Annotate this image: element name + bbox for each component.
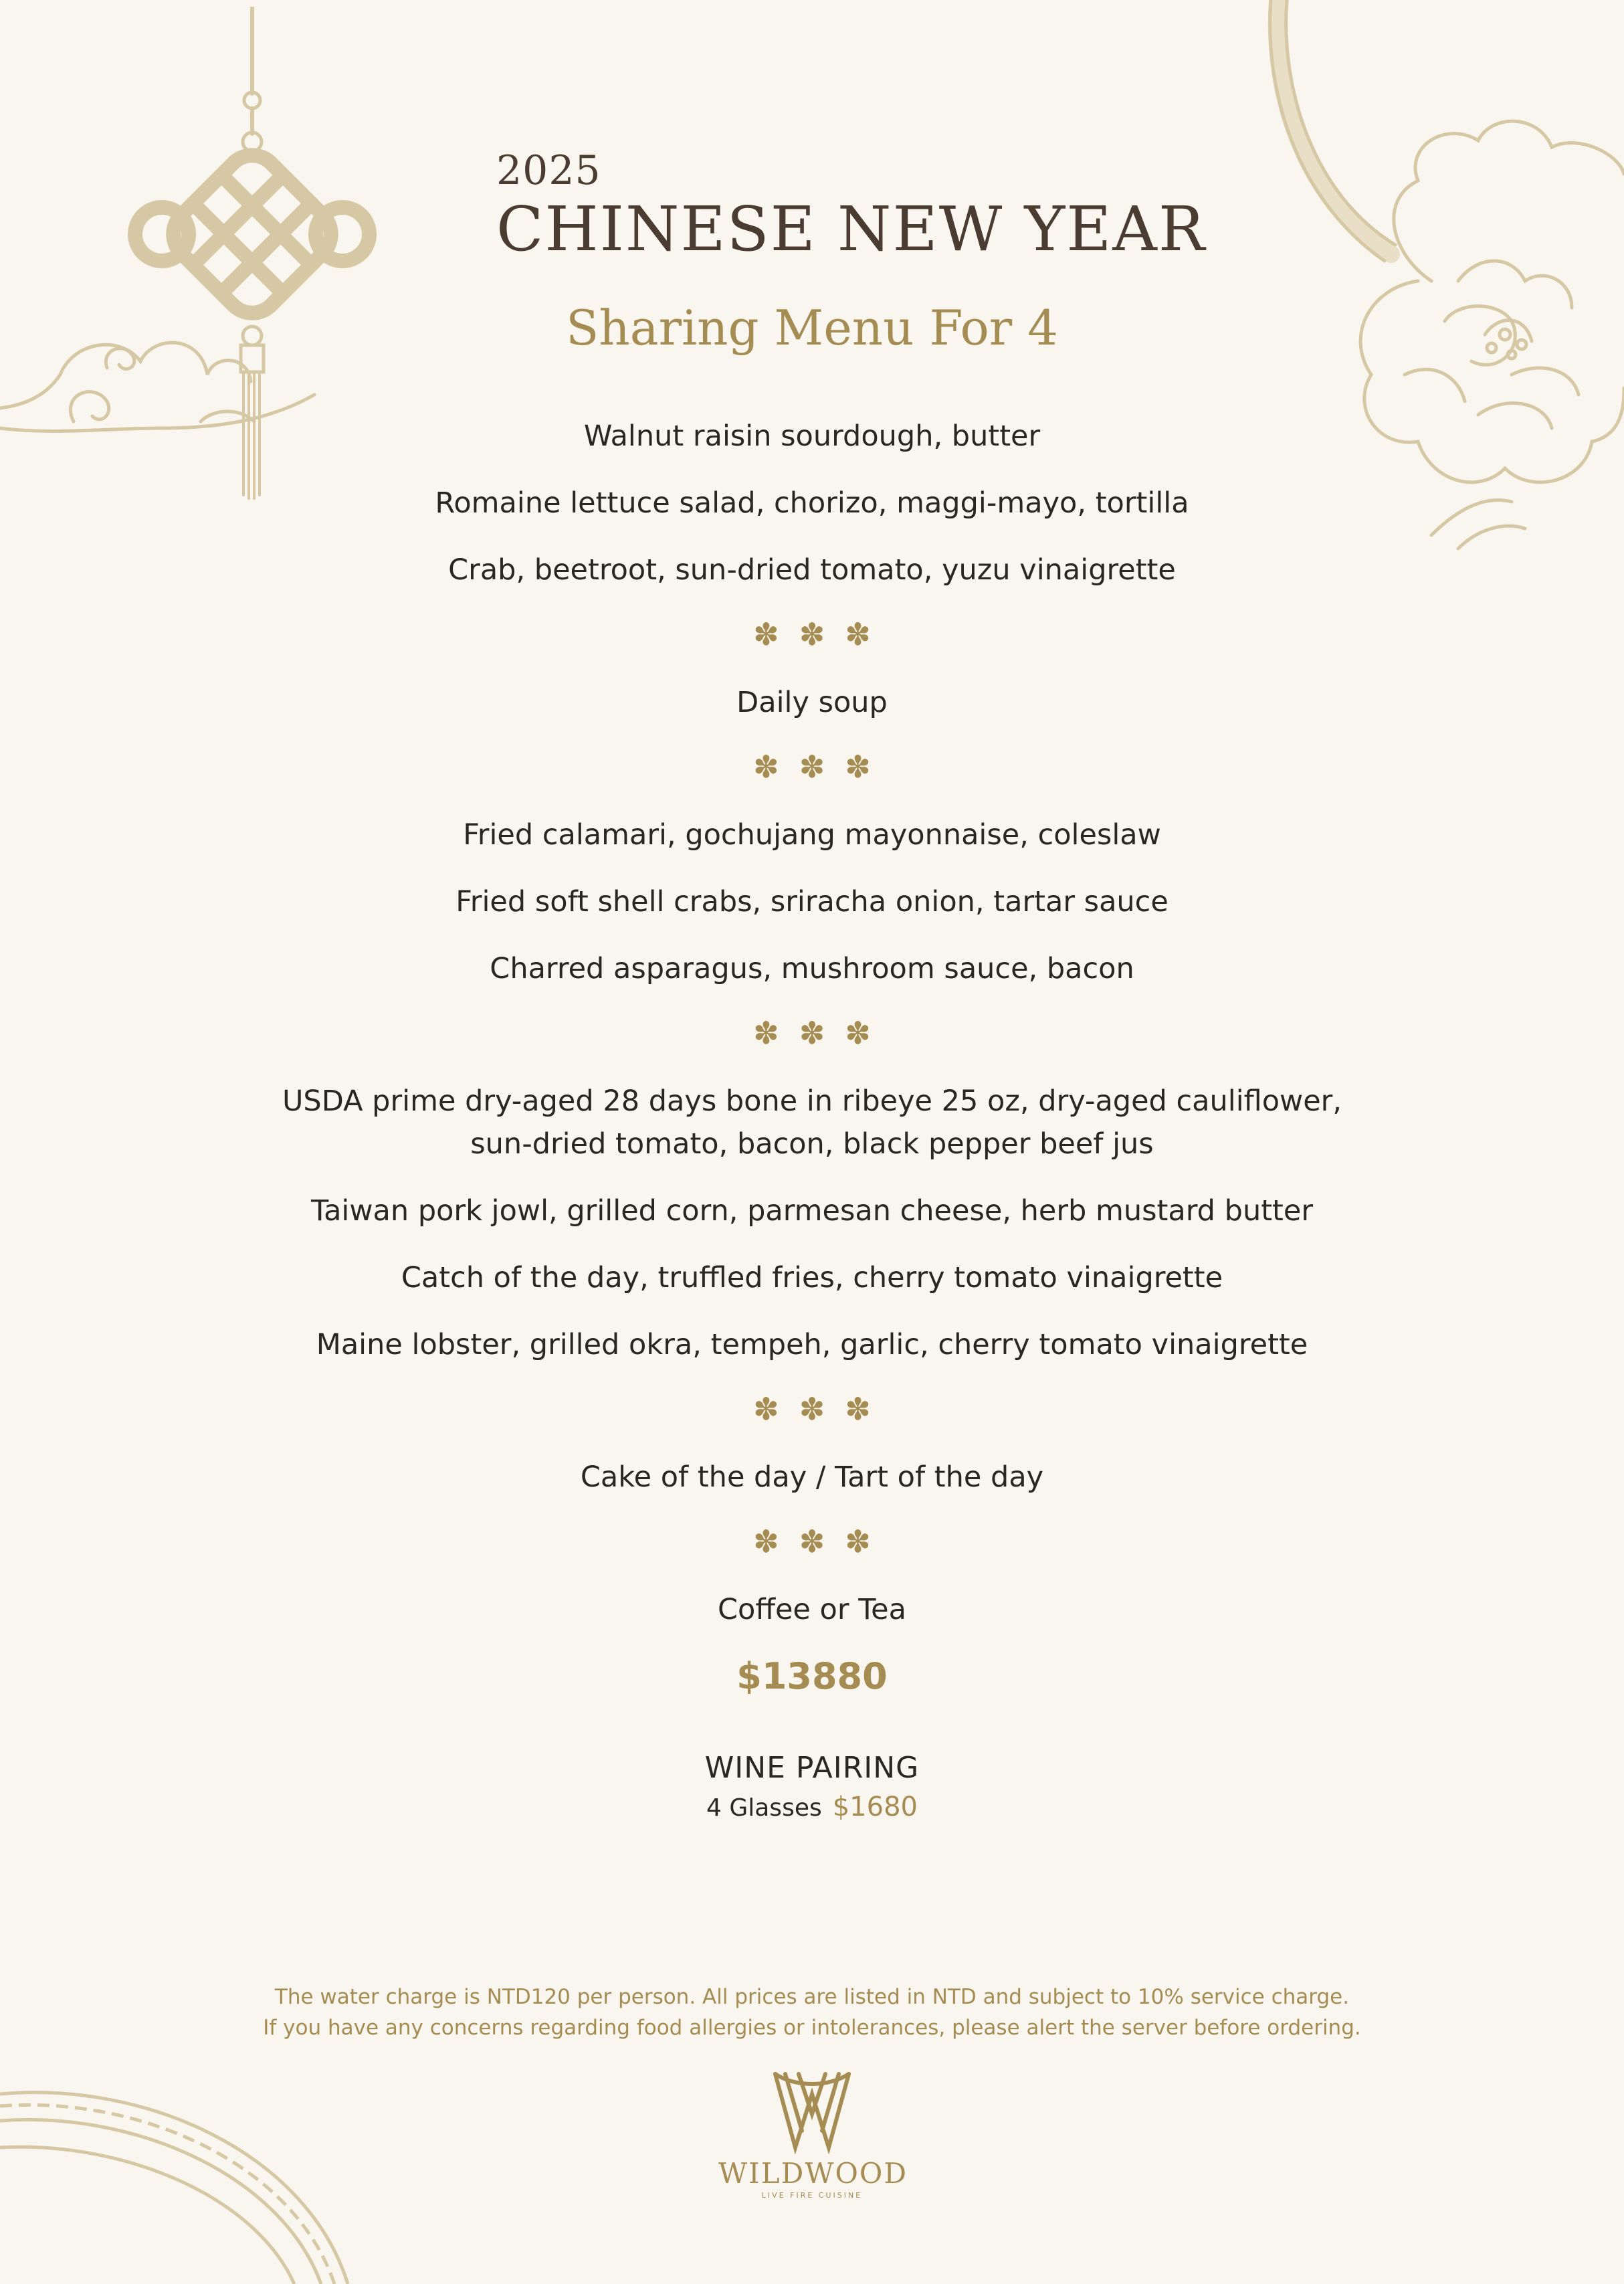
wildwood-logo-icon xyxy=(769,2067,855,2154)
menu-item: Walnut raisin sourdough, butter xyxy=(583,419,1041,453)
menu-item: Charred asparagus, mushroom sauce, bacon xyxy=(490,952,1134,985)
menu-subtitle: Sharing Menu For 4 xyxy=(566,300,1058,356)
clover-separator-icon: ✽ xyxy=(753,749,779,785)
wine-pairing-title: WINE PAIRING xyxy=(704,1751,920,1785)
clover-separator-icon: ✽ xyxy=(845,1015,871,1051)
clover-separator-icon: ✽ xyxy=(753,1523,779,1559)
clover-separator-icon: ✽ xyxy=(799,616,825,652)
footer-line: If you have any concerns regarding food allergies or intolerances, please alert the server before ordering. xyxy=(263,2016,1361,2040)
menu-item: Cake of the day / Tart of the day xyxy=(580,1460,1044,1494)
clover-separator-icon: ✽ xyxy=(799,749,825,785)
fret-arc-icon xyxy=(0,2047,375,2284)
course-separator xyxy=(0,1523,1624,1560)
menu-item: Coffee or Tea xyxy=(718,1593,906,1626)
clover-separator-icon: ✽ xyxy=(799,1523,825,1559)
menu-price: $13880 xyxy=(736,1655,888,1697)
menu-item: Fried calamari, gochujang mayonnaise, coleslaw xyxy=(463,818,1161,852)
menu-item: USDA prime dry-aged 28 days bone in ribeye 25 oz, dry-aged cauliflower, xyxy=(282,1084,1342,1118)
brand-name: WILDWOOD xyxy=(718,2157,908,2190)
menu-list xyxy=(0,415,1624,1822)
menu-item: Catch of the day, truffled fries, cherry tomato vinaigrette xyxy=(401,1261,1223,1295)
course-separator xyxy=(0,1014,1624,1052)
wine-pairing-line xyxy=(0,1792,1624,1822)
menu-year: 2025 xyxy=(496,147,601,194)
menu-item: Fried soft shell crabs, sriracha onion, tartar sauce xyxy=(455,885,1169,919)
clover-separator-icon: ✽ xyxy=(845,1523,871,1559)
course-separator xyxy=(0,1390,1624,1428)
clover-separator-icon: ✽ xyxy=(845,749,871,785)
wine-price: $1680 xyxy=(832,1792,918,1822)
clover-separator-icon: ✽ xyxy=(753,1015,779,1051)
menu-title: CHINESE NEW YEAR xyxy=(496,193,1207,265)
menu-item: Maine lobster, grilled okra, tempeh, garlic, cherry tomato vinaigrette xyxy=(316,1328,1308,1361)
clover-separator-icon: ✽ xyxy=(753,616,779,652)
clover-separator-icon: ✽ xyxy=(845,616,871,652)
menu-item: Taiwan pork jowl, grilled corn, parmesan cheese, herb mustard butter xyxy=(310,1194,1314,1228)
brand-logo xyxy=(718,2067,906,2200)
course-separator xyxy=(0,615,1624,653)
clover-separator-icon: ✽ xyxy=(799,1391,825,1427)
menu-item: Daily soup xyxy=(736,686,888,719)
footer-line: The water charge is NTD120 per person. All prices are listed in NTD and subject to 10% service charge. xyxy=(274,1985,1350,2009)
menu-header xyxy=(496,147,1207,265)
menu-item: Romaine lettuce salad, chorizo, maggi-mayo, tortilla xyxy=(435,486,1189,520)
footer-notes xyxy=(0,1982,1624,2043)
clover-separator-icon: ✽ xyxy=(845,1391,871,1427)
menu-item: sun-dried tomato, bacon, black pepper beef jus xyxy=(470,1127,1154,1161)
brand-tagline: LIVE FIRE CUISINE xyxy=(761,2191,863,2200)
clover-separator-icon: ✽ xyxy=(799,1015,825,1051)
course-separator xyxy=(0,748,1624,785)
menu-item: Crab, beetroot, sun-dried tomato, yuzu vinaigrette xyxy=(448,553,1176,587)
clover-separator-icon: ✽ xyxy=(753,1391,779,1427)
wine-glasses: 4 Glasses xyxy=(706,1794,822,1822)
